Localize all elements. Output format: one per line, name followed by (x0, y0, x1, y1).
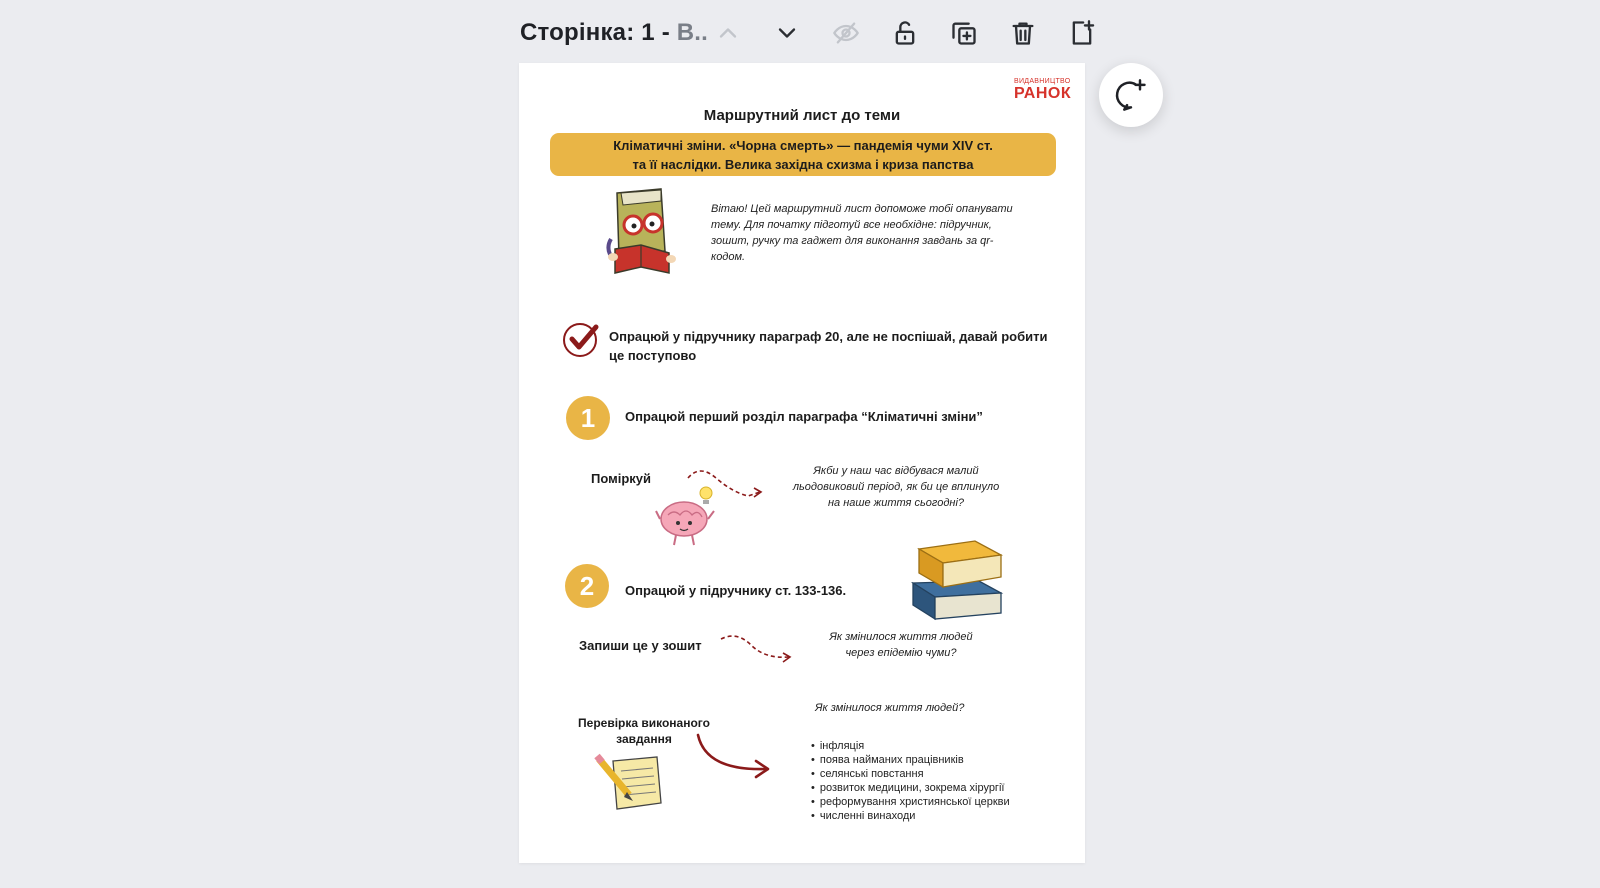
think-question-line-3: на наше життя сьогодні? (827, 497, 965, 509)
dashed-arrow-icon-2 (719, 633, 799, 665)
publisher-logo-small: ВИДАВНИЦТВО (1014, 78, 1071, 85)
move-page-down-button[interactable] (770, 16, 804, 50)
add-page-button[interactable] (1065, 16, 1099, 50)
add-page-icon (1068, 19, 1096, 47)
check-task-text: Опрацюй у підручнику параграф 20, але не поспішай, давай робити це поступово (609, 329, 1048, 363)
list-item: • селянські повстання (811, 767, 1010, 781)
books-stack-illustration (909, 535, 1005, 621)
trash-icon (1009, 19, 1037, 47)
page-toolbar (520, 14, 709, 52)
book-mascot-illustration (599, 187, 689, 277)
publisher-logo: РАНОК (1014, 85, 1072, 102)
step-1-badge: 1 (566, 396, 610, 440)
notebook-label: Запиши це у зошит (579, 638, 702, 653)
notebook-question-line-2: через епідемію чуми? (845, 647, 957, 659)
think-label: Поміркуй (591, 471, 652, 486)
duplicate-icon (950, 19, 978, 47)
move-page-up-button[interactable] (711, 16, 745, 50)
list-item: • поява найманих працівників (811, 753, 1010, 767)
answers-list (811, 739, 1010, 823)
list-item: • розвиток медицини, зокрема хірургії (811, 781, 1010, 795)
think-question (756, 463, 1036, 511)
eye-off-icon (832, 19, 860, 47)
curved-arrow-icon (694, 731, 778, 781)
step-2-badge: 2 (565, 564, 609, 608)
page-label-name: В.. (676, 19, 709, 46)
unlock-icon (891, 19, 919, 47)
pencil-paper-illustration (595, 753, 667, 813)
chevron-down-icon (773, 19, 801, 47)
delete-page-button[interactable] (1006, 16, 1040, 50)
checkmark-icon (562, 321, 600, 359)
notebook-question-line-1: Як змінилося життя людей (829, 631, 973, 643)
answers-title: Як змінилося життя людей? (815, 702, 965, 714)
check-label-line-1: Перевірка виконаного (578, 716, 710, 730)
topic-banner (550, 133, 1056, 176)
think-question-line-1: Якби у наш час відбувася малий (813, 465, 979, 477)
page-title[interactable] (520, 19, 709, 47)
step-2-text: Опрацюй у підручнику ст. 133-136. (625, 583, 847, 598)
sheet-title: Маршрутний лист до теми (703, 107, 901, 124)
notebook-question (801, 629, 1001, 661)
brain-illustration (654, 483, 724, 553)
document-page[interactable] (519, 63, 1085, 863)
list-item: • реформування християнської церкви (811, 795, 1010, 809)
intro-text: Вітаю! Цей маршрутний лист допоможе тобі опанувати тему. Для початку підготуй все необхідне: підручник, зошит, ручку та гаджет для виконання завдань за qr-кодом. (711, 203, 1013, 263)
list-item: • інфляція (811, 739, 1010, 753)
duplicate-page-button[interactable] (947, 16, 981, 50)
step-1-text: Опрацюй перший розділ параграфа “Кліматичні зміни” (625, 409, 983, 424)
list-item: • численні винаходи (811, 809, 1010, 823)
chevron-up-icon (714, 19, 742, 47)
topic-line-1: Кліматичні зміни. «Чорна смерть» — пандемія чуми XIV ст. (613, 137, 993, 153)
add-comment-button[interactable] (1099, 63, 1163, 127)
topic-line-2: та її наслідки. Велика західна схизма і криза папства (632, 156, 974, 172)
hide-page-button[interactable] (829, 16, 863, 50)
check-label-line-2: завдання (616, 732, 672, 746)
page-label-main: Сторінка: 1 - (520, 19, 677, 46)
add-comment-icon (1113, 77, 1149, 113)
think-question-line-2: льодовиковий період, як би це вплинуло (792, 481, 1000, 493)
lock-page-button[interactable] (888, 16, 922, 50)
